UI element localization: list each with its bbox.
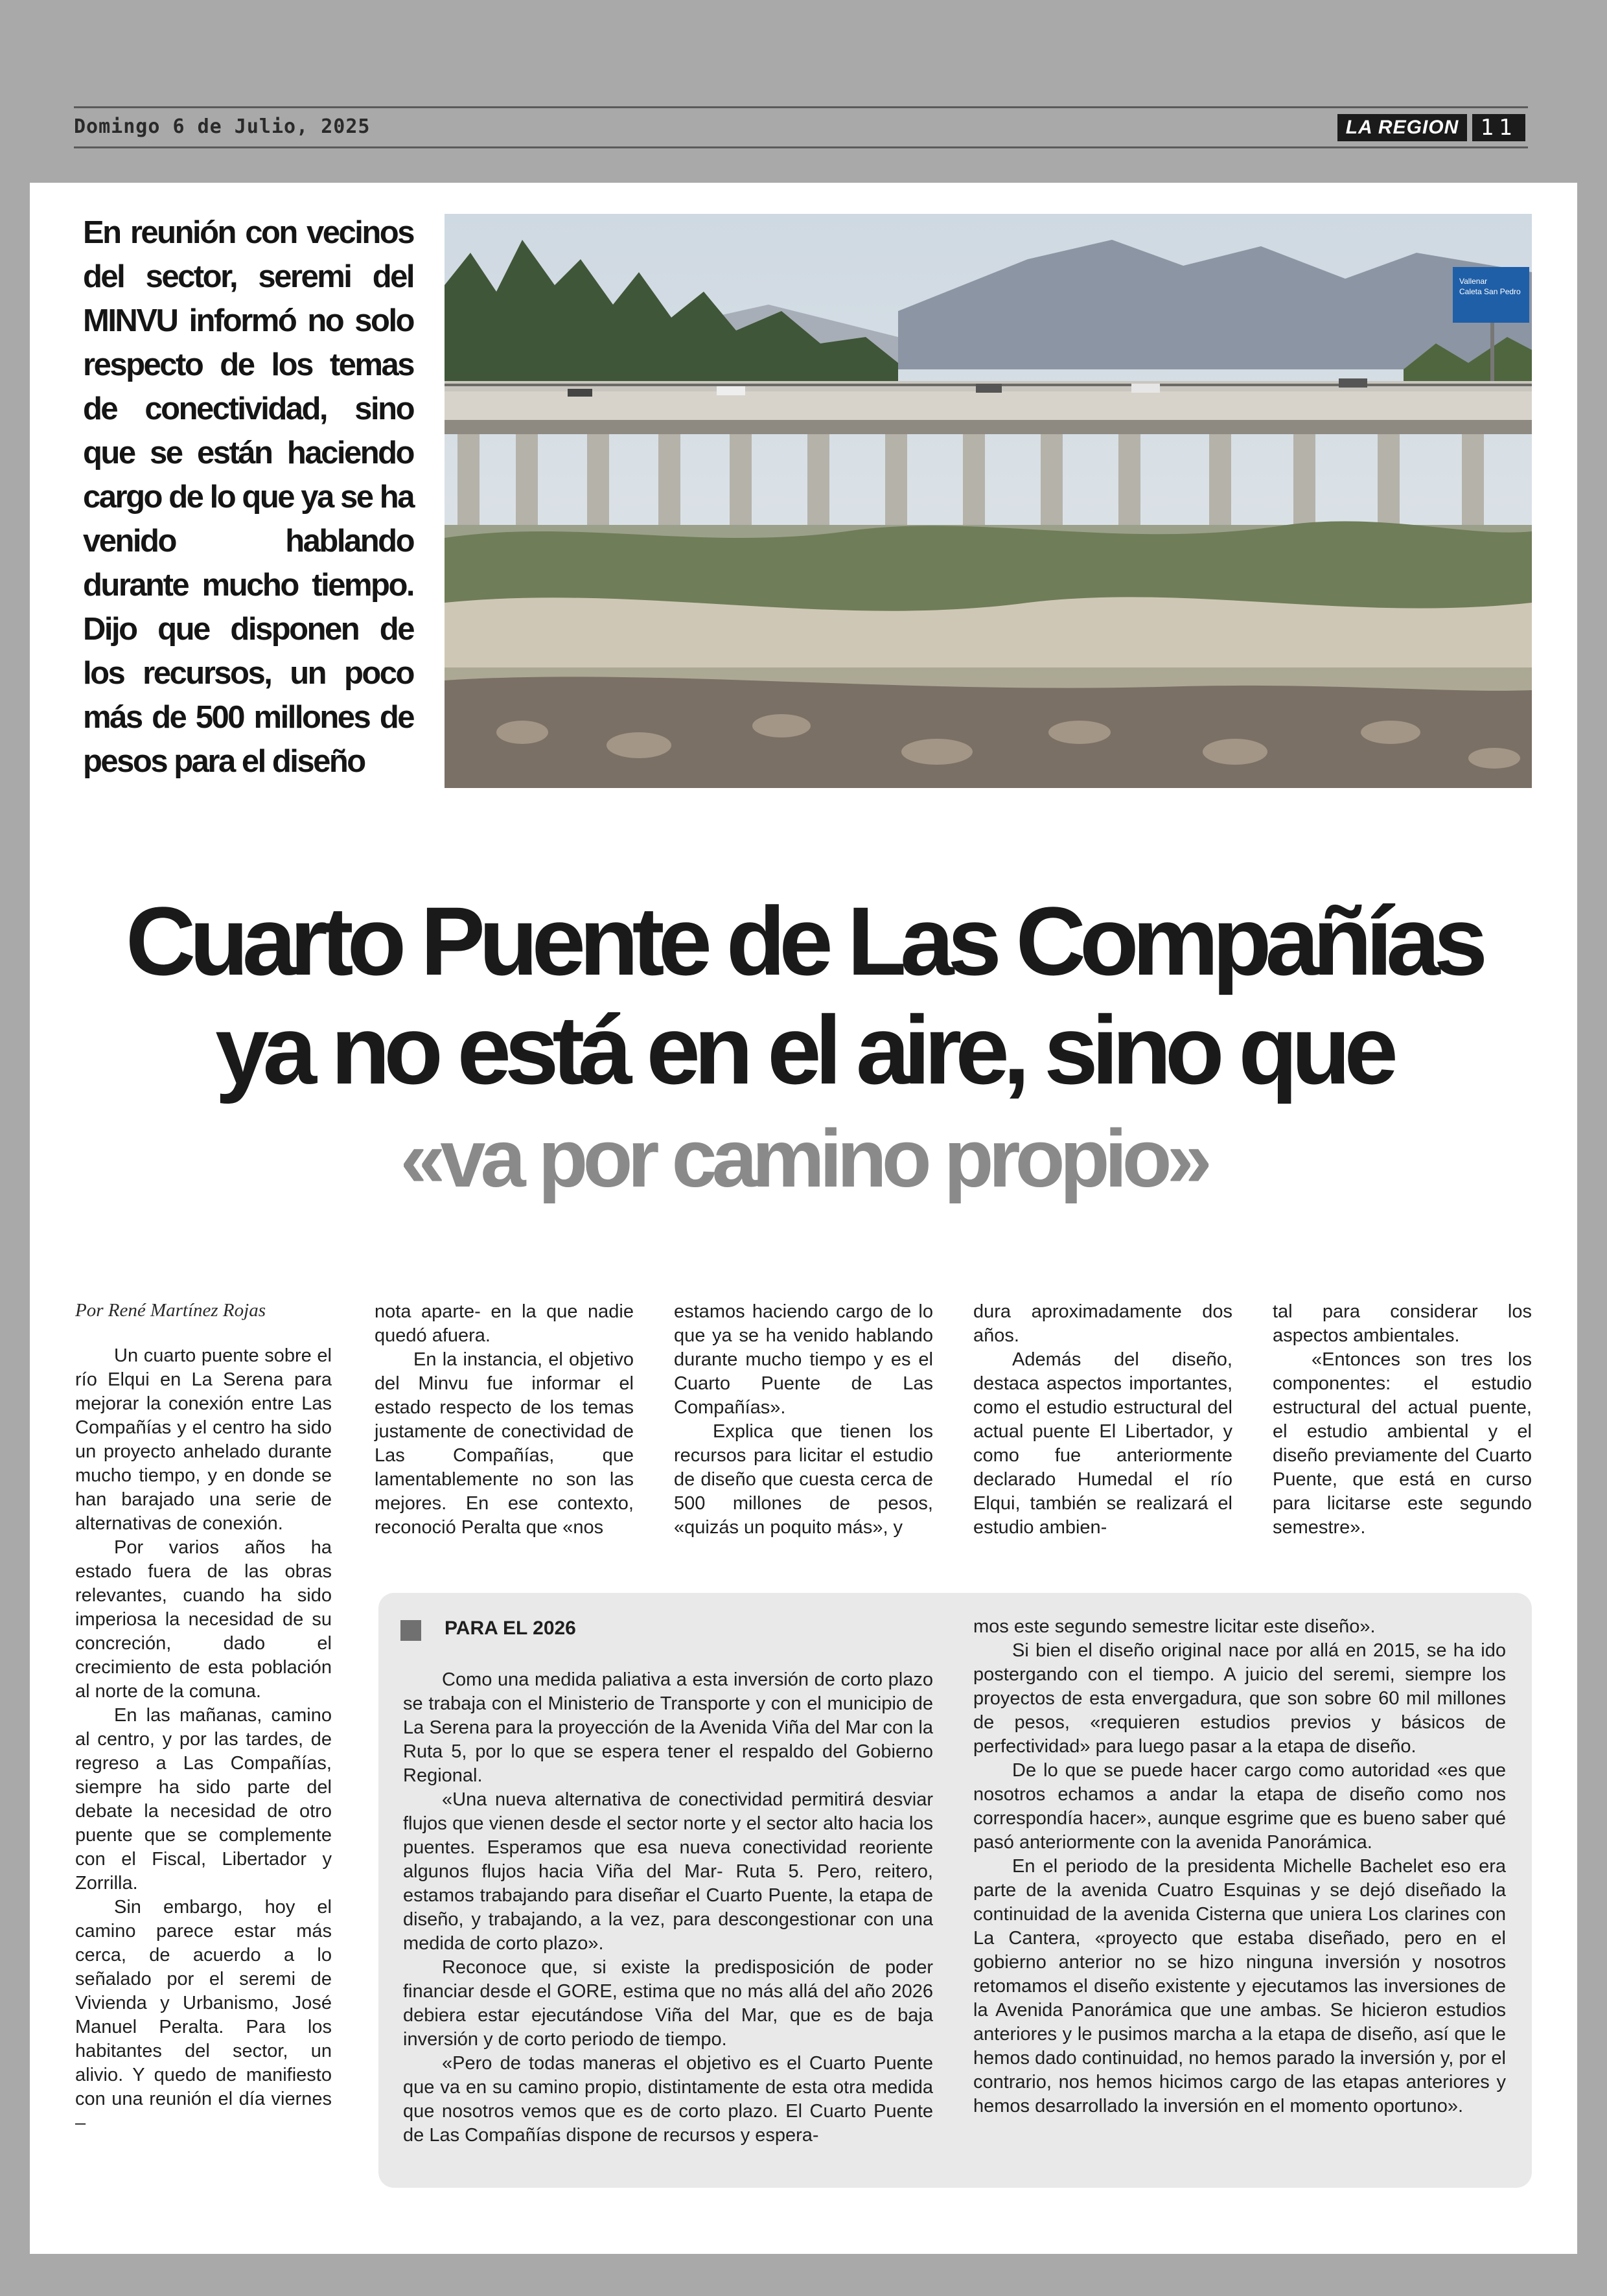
headline-line-2: ya no está en el aire, sino que (215, 995, 1392, 1104)
lead-paragraph: En reunión con vecinos del sector, seremi del MINVU informó no solo respecto de los temas de conectividad, sino que se están haciendo cargo de lo que ya se ha venido hablando durante mucho tiempo. Dijo que disponen de los recursos, un poco más de 500 millones de pesos para el diseño (83, 215, 413, 779)
article-column-1 (75, 1344, 332, 2135)
header-date: Domingo 6 de Julio, 2025 (74, 115, 371, 138)
paragraph: tal para considerar los aspectos ambientales. (1273, 1301, 1532, 1346)
newspaper-logo: LA REGION (1337, 114, 1467, 141)
paragraph: En la instancia, el objetivo del Minvu fue informar el estado respecto de los temas justamente de conectividad de Las Compañías, que lamentablemente no son las mejores. En ese contexto, reconoció Peralta que «nos (375, 1349, 634, 1538)
box-title: PARA EL 2026 (445, 1618, 576, 1639)
paragraph: dura aproximadamente dos años. (973, 1301, 1232, 1346)
paragraph: En el periodo de la presidenta Michelle Bachelet eso era parte de la avenida Cuatro Esquinas y se dejó diseñado la continuidad de la avenida Cisterna que uniera Los clarines con La Cantera, «proyecto que estaba diseñado, pero en el gobierno anterior no se hizo ninguna inversión y nosotros retomamos el diseño existente y ejecutamos las inversiones de la Avenida Panorámica que une ambas. Se hicieron estudios anteriores y le pusimos marcha a la etapa de diseño, así que le hemos dado continuidad, no hemos parado la inversión y, por el contrario, nos hemos hicimos cargo de las etapas anteriores y hemos desarrollado la inversión en el momento oportuno». (973, 1856, 1506, 2116)
headline-quote: «va por camino propio» (400, 1113, 1207, 1204)
paragraph: estamos haciendo cargo de lo que ya se ha venido hablando durante mucho tiempo y es el Cuarto Puente de Las Compañías». (674, 1301, 933, 1418)
paragraph: Además del diseño, destaca aspectos importantes, como el estudio estructural del actual puente El Libertador, y como fue anteriormente declarado Humedal el río Elqui, también se realizará el estudio ambien- (973, 1349, 1232, 1538)
sign-text-2: Caleta San Pedro (1459, 287, 1521, 296)
paragraph: Sin embargo, hoy el camino parece estar más cerca, de acuerdo a lo señalado por el seremi de Vivienda y Urbanismo, José Manuel Peralta. Para los habitantes del sector, un alivio. Y quedo de manifiesto con una reunión el día viernes – (75, 1897, 332, 2133)
paragraph: Un cuarto puente sobre el río Elqui en La Serena para mejorar la conexión entre Las Compañías y el centro ha sido un proyecto anhelado durante mucho tiempo, y en donde se han barajado una serie de alternativas de conexión. (75, 1345, 332, 1534)
page-number: 11 (1472, 114, 1525, 141)
paragraph: Por varios años ha estado fuera de las obras relevantes, cuando ha sido imperiosa la necesidad de su concreción, dado el crecimiento de esta población al norte de la comuna. (75, 1537, 332, 1702)
paragraph: Si bien el diseño original nace por allá en 2015, se ha ido postergando con el tiempo. A juicio del seremi, siempre los proyectos de esta envergadura, que son sobre 60 mil millones de pesos, «requieren estudios previos y básicos de perfectividad» para luego pasar a la etapa de diseño. (973, 1640, 1506, 1757)
paragraph: Explica que tienen los recursos para licitar el estudio de diseño que cuesta cerca de 500 millones de pesos, «quizás un poquito más», y (674, 1421, 933, 1538)
article-column-5 (1273, 1300, 1532, 1540)
headline-line-1: Cuarto Puente de Las Compañías (125, 887, 1482, 995)
paragraph: En las mañanas, camino al centro, y por las tardes, de regreso a Las Compañías, siempre ha sido parte del debate la necesidad de otro puente que se complemente con el Fiscal, Libertador y Zorrilla. (75, 1705, 332, 1894)
paragraph: mos este segundo semestre licitar este diseño». (973, 1616, 1376, 1637)
paragraph: «Entonces son tres los componentes: el estudio estructural del actual puente, el estudio ambiental y el diseño previamente del Cuarto Puente, que está en curso para licitarse este segundo semestre». (1273, 1349, 1532, 1538)
bridge-photo (445, 214, 1532, 788)
header-rule-top (74, 106, 1528, 108)
paragraph: Reconoce que, si existe la predisposición de poder financiar desde el GORE, estima que no más allá del año 2026 debiera estar ejecutándose Viña del Mar, que es de baja inversión y de corto periodo de tiempo. (403, 1957, 933, 2050)
byline: Por René Martínez Rojas (75, 1300, 266, 1321)
header-rule-bottom (74, 146, 1528, 148)
box-column-left (403, 1668, 933, 2148)
paragraph: Como una medida paliativa a esta inversión de corto plazo se trabaja con el Ministerio de Transporte y con el municipio de La Serena para la proyección de la Avenida Viña del Mar con la Ruta 5, por lo que se espera tener el respaldo del Gobierno Regional. (403, 1669, 933, 1786)
paragraph: «Una nueva alternativa de conectividad permitirá desviar flujos que vienen desde el sector norte y el sector alto hacia los puentes. Esperamos que esa nueva conectividad reoriente algunos flujos hacia Viña del Mar- Ruta 5. Pero, reitero, estamos trabajando para diseñar el Cuarto Puente, la etapa de diseño, y trabajando, a la vez, para descongestionar con una medida de corto plazo». (403, 1789, 933, 1954)
article-column-3 (674, 1300, 933, 1540)
box-column-right (973, 1615, 1506, 2118)
article-column-2 (375, 1300, 634, 1540)
article-column-4 (973, 1300, 1232, 1540)
paragraph: «Pero de todas maneras el objetivo es el Cuarto Puente que va en su camino propio, distintamente de esta otra medida que nosotros vemos que es de corto plazo. El Cuarto Puente de Las Compañías dispone de recursos y espera- (403, 2053, 933, 2146)
paragraph: nota aparte- en la que nadie quedó afuera. (375, 1301, 634, 1346)
paragraph: De lo que se puede hacer cargo como autoridad «es que nosotros echamos a andar la etapa de diseño como nos correspondía hacer», aunque esgrime que es bueno saber qué pasó anteriormente con la avenida Panorámica. (973, 1760, 1506, 1853)
square-bullet-icon (400, 1620, 421, 1641)
bridge-photo-illustration (445, 214, 1532, 788)
sign-text-1: Vallenar (1459, 277, 1488, 286)
